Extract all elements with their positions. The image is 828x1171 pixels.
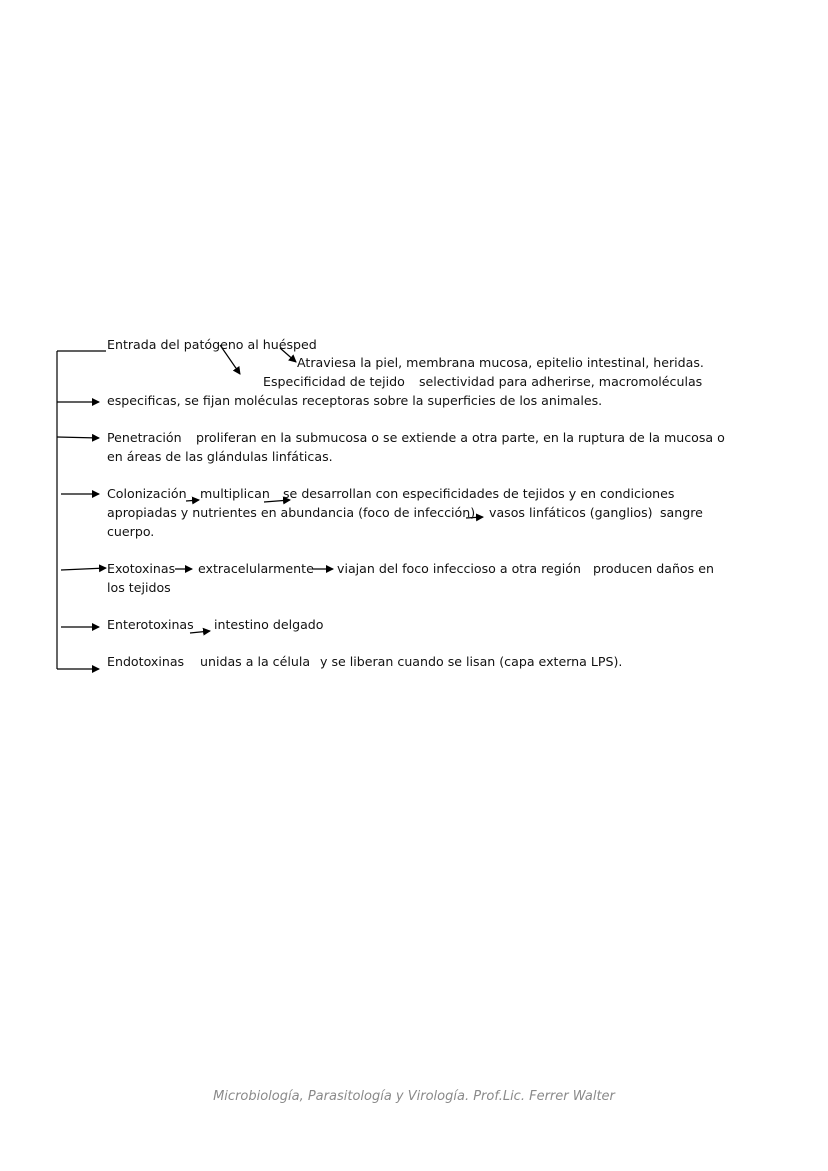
endotoxins-step1: unidas a la célula	[200, 654, 311, 669]
exotoxins-step3: producen daños en	[593, 561, 714, 576]
endotoxins-label: Endotoxinas	[107, 654, 185, 669]
arrow-to-exotoxinas	[61, 568, 106, 570]
specificity-continued: especificas, se fijan moléculas receptoras sobre la superficies de los animales.	[107, 393, 603, 408]
entry-title: Entrada del patógeno al huésped	[107, 337, 317, 352]
page-footer: Microbiología, Parasitología y Virología. Prof.Lic. Ferrer Walter	[213, 1089, 615, 1104]
penetration-continued: en áreas de las glándulas linfáticas.	[107, 449, 333, 464]
exotoxins-step2: viajan del foco infeccioso a otra región	[337, 561, 581, 576]
endotoxins-step2: y se liberan cuando se lisan (capa externa LPS).	[320, 654, 623, 669]
exotoxins-step1: extracelularmente	[198, 561, 314, 576]
exotoxins-continued: los tejidos	[107, 580, 171, 595]
specificity-label: Especificidad de tejido	[263, 374, 405, 389]
entry-route-text: Atraviesa la piel, membrana mucosa, epitelio intestinal, heridas.	[297, 355, 704, 370]
colonization-step4: sangre	[660, 505, 703, 520]
enterotoxins-label: Enterotoxinas	[107, 617, 194, 632]
colonization-line3: cuerpo.	[107, 524, 155, 539]
specificity-text: selectividad para adherirse, macromoléculas	[419, 374, 703, 389]
arrow-colon-1	[186, 500, 199, 501]
exotoxins-label: Exotoxinas	[107, 561, 176, 576]
colonization-step1: multiplican	[200, 486, 270, 501]
colonization-label: Colonización	[107, 486, 187, 501]
colonization-step2: se desarrollan con especificidades de tejidos y en condiciones	[283, 486, 675, 501]
colonization-step3: vasos linfáticos (ganglios)	[489, 505, 653, 520]
colonization-line2: apropiadas y nutrientes en abundancia (foco de infección)	[107, 505, 476, 520]
enterotoxins-text: intestino delgado	[214, 617, 324, 632]
penetration-text: proliferan en la submucosa o se extiende a otra parte, en la ruptura de la mucosa o	[196, 430, 725, 445]
penetration-label: Penetración	[107, 430, 182, 445]
arrow-to-penetracion	[57, 437, 99, 438]
